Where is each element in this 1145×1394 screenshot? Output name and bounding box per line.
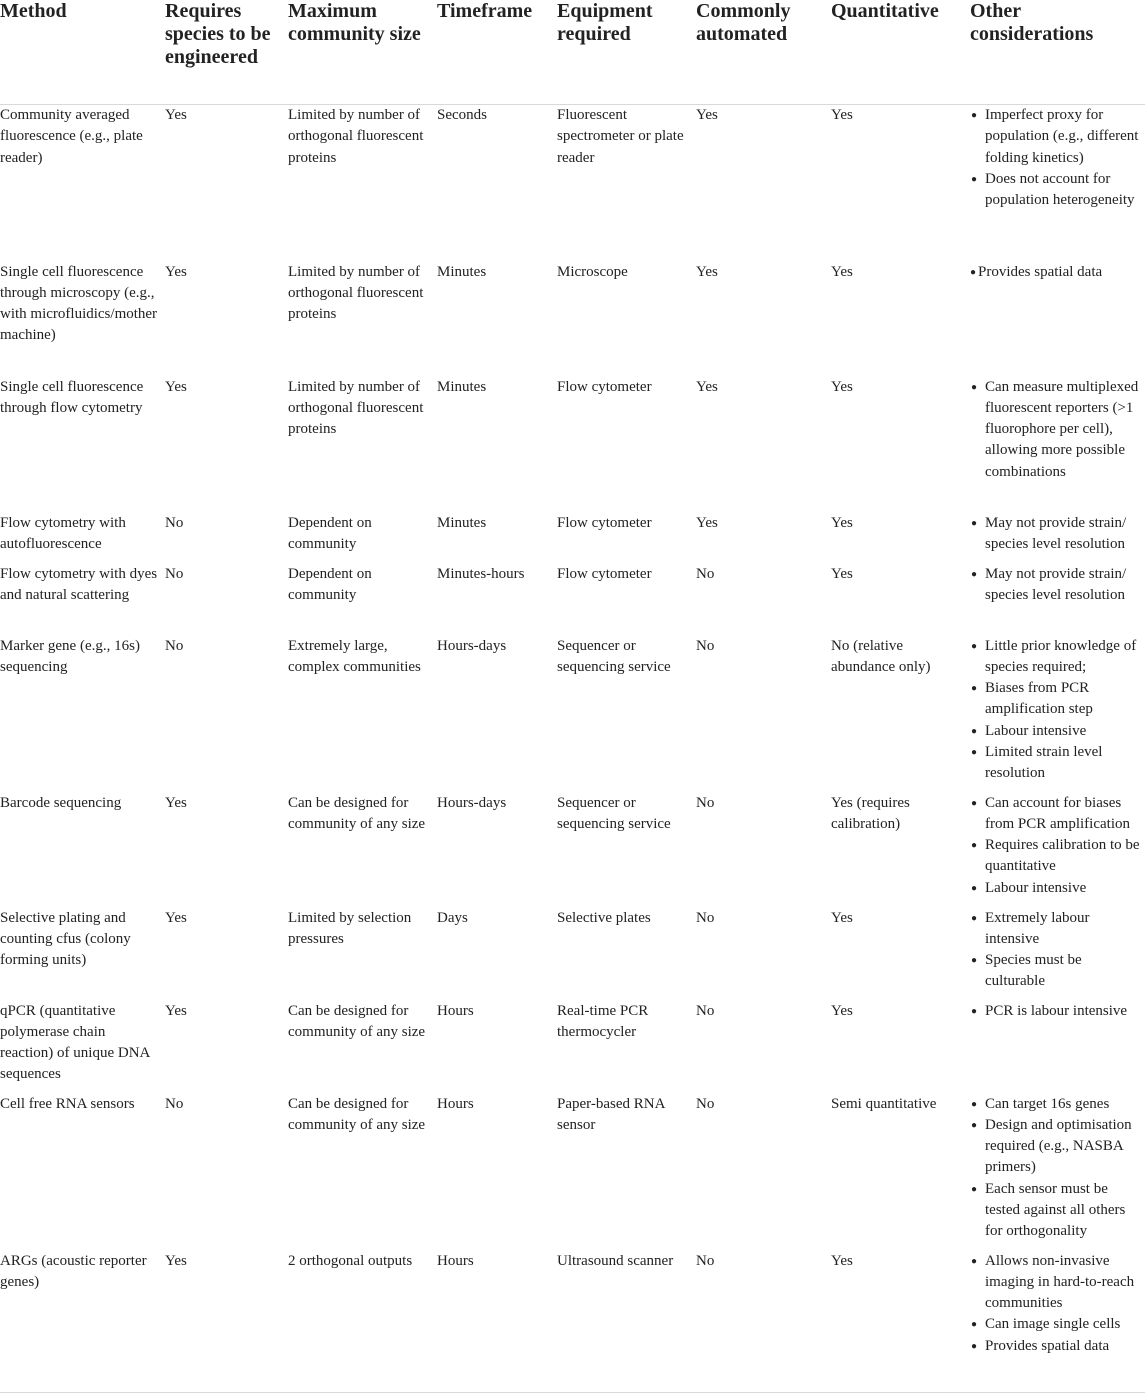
equipment-cell: Selective plates [557,909,651,926]
considerations-list [970,105,1141,211]
consideration-item: ● Can image single cells [970,1314,1141,1335]
engineered-cell: Yes [165,794,187,811]
automated-cell: Yes [696,263,718,280]
size-cell: Can be designed for community of any size [288,1095,426,1133]
consideration-item: ● Provides spatial data [970,262,1141,283]
automated-cell: Yes [696,107,718,123]
considerations-cell [970,513,1145,564]
quantitative-cell: Yes [831,1002,853,1019]
consideration-item: ● Limited strain level resolution [970,742,1141,785]
timeframe-cell: Minutes [437,263,487,280]
engineered-cell: Yes [165,263,187,280]
equipment-cell: Microscope [557,263,628,280]
considerations-list [970,636,1141,785]
size-cell: 2 orthogonal outputs [288,1252,413,1269]
consideration-item: ● Requires calibration to be quantitative [970,835,1141,878]
quantitative-cell: Semi quantitative [831,1095,937,1112]
quantitative-cell: Yes [831,909,853,926]
timeframe-cell: Hours [437,1095,474,1112]
considerations-cell [970,1251,1145,1366]
automated-cell: No [696,1095,715,1112]
size-cell: Limited by selection pressures [288,909,412,947]
table-row [0,1094,1145,1251]
quantitative-cell: Yes [831,378,853,395]
automated-cell: No [696,794,715,811]
table-row [0,636,1145,793]
equipment-cell: Flow cytometer [557,565,652,582]
consideration-item: ● Does not account for population heterogeneity [970,169,1141,212]
consideration-item: ● Labour intensive [970,721,1141,742]
size-cell: Dependent on community [288,514,372,552]
size-cell: Extremely large, complex communities [288,637,421,675]
consideration-item: ● Design and optimisation required (e.g., NASBA primers) [970,1115,1141,1179]
considerations-list [970,908,1141,993]
engineered-cell: Yes [165,378,187,395]
consideration-item: ● Labour intensive [970,878,1141,899]
considerations-cell [970,1094,1145,1251]
table-row [0,1001,1145,1094]
consideration-item: ● Little prior knowledge of species required; [970,636,1141,679]
consideration-item: ● Imperfect proxy for population (e.g., different folding kinetics) [970,105,1141,169]
header-engineered: Requires species to be engineered [165,0,271,68]
table-row [0,1251,1145,1366]
engineered-cell: Yes [165,1002,187,1019]
header-size: Maximum community size [288,0,421,45]
equipment-cell: Flow cytometer [557,514,652,531]
table-row [0,564,1145,636]
automated-cell: Yes [696,378,718,395]
equipment-cell: Sequencer or sequencing service [557,637,671,675]
quantitative-cell: Yes (requires calibration) [831,794,910,832]
considerations-cell [970,793,1145,908]
automated-cell: No [696,565,715,582]
considerations-list [970,513,1141,556]
table-header-row [0,0,1145,105]
method-cell: Marker gene (e.g., 16s) sequencing [0,637,140,675]
method-cell: Selective plating and counting cfus (colony forming units) [0,909,131,969]
method-cell: Flow cytometry with dyes and natural scattering [0,565,158,603]
timeframe-cell: Days [437,909,468,926]
timeframe-cell: Hours-days [437,794,507,811]
timeframe-cell: Minutes-hours [437,565,525,582]
automated-cell: No [696,909,715,926]
header-considerations: Other considerations [970,0,1094,45]
header-automated: Commonly automated [696,0,791,45]
equipment-cell: Sequencer or sequencing service [557,794,671,832]
considerations-list [970,1251,1141,1357]
timeframe-cell: Seconds [437,107,487,123]
engineered-cell: No [165,637,184,654]
considerations-list [970,793,1141,899]
considerations-cell [970,105,1145,262]
engineered-cell: No [165,1095,184,1112]
automated-cell: No [696,637,715,654]
method-cell: Flow cytometry with autofluorescence [0,514,126,552]
table-row [0,793,1145,908]
considerations-cell [970,908,1145,1001]
consideration-item: ● PCR is labour intensive [970,1001,1141,1022]
consideration-item: ● May not provide strain/ species level resolution [970,564,1141,607]
method-cell: Single cell fluorescence through microscopy (e.g., with microfluidics/mother machine) [0,263,158,344]
method-cell: Barcode sequencing [0,794,122,811]
quantitative-cell: Yes [831,514,853,531]
method-cell: qPCR (quantitative polymerase chain reaction) of unique DNA sequences [0,1002,150,1083]
table-row [0,908,1145,1001]
considerations-cell [970,262,1145,377]
timeframe-cell: Hours [437,1002,474,1019]
equipment-cell: Fluorescent spectrometer or plate reader [557,107,684,166]
size-cell: Can be designed for community of any size [288,794,426,832]
considerations-list [970,564,1141,607]
header-quantitative: Quantitative [831,0,939,22]
table-row [0,105,1145,262]
method-cell: Single cell fluorescence through flow cytometry [0,378,144,416]
equipment-cell: Real-time PCR thermocycler [557,1002,649,1040]
engineered-cell: Yes [165,1252,187,1269]
considerations-cell [970,564,1145,636]
considerations-list [970,1094,1141,1243]
consideration-item: ● Extremely labour intensive [970,908,1141,951]
quantitative-cell: Yes [831,1252,853,1269]
consideration-item: ● Provides spatial data [970,1336,1141,1357]
considerations-cell [970,636,1145,793]
consideration-item: ● Can target 16s genes [970,1094,1141,1115]
quantitative-cell: Yes [831,107,853,123]
table-row [0,262,1145,377]
header-timeframe: Timeframe [437,0,533,22]
considerations-cell [970,377,1145,513]
timeframe-cell: Minutes [437,514,487,531]
equipment-cell: Paper-based RNA sensor [557,1095,665,1133]
automated-cell: No [696,1002,715,1019]
size-cell: Limited by number of orthogonal fluorescent proteins [288,107,424,166]
method-cell: ARGs (acoustic reporter genes) [0,1252,147,1290]
consideration-item: ● Allows non-invasive imaging in hard-to-reach communities [970,1251,1141,1315]
considerations-list [970,377,1141,483]
consideration-item: ● Can account for biases from PCR amplification [970,793,1141,836]
timeframe-cell: Hours [437,1252,474,1269]
header-method: Method [0,0,67,22]
automated-cell: No [696,1252,715,1269]
equipment-cell: Flow cytometer [557,378,652,395]
automated-cell: Yes [696,514,718,531]
consideration-item: ● Each sensor must be tested against all others for orthogonality [970,1179,1141,1243]
engineered-cell: Yes [165,909,187,926]
table-row [0,377,1145,513]
size-cell: Dependent on community [288,565,372,603]
timeframe-cell: Minutes [437,378,487,395]
engineered-cell: No [165,565,184,582]
consideration-item: ● Biases from PCR amplification step [970,678,1141,721]
consideration-item: ● Species must be culturable [970,950,1141,993]
considerations-list [970,1001,1141,1022]
engineered-cell: No [165,514,184,531]
header-equipment: Equipment required [557,0,653,45]
size-cell: Limited by number of orthogonal fluorescent proteins [288,378,424,438]
table-row [0,513,1145,564]
considerations-list [970,262,1141,283]
equipment-cell: Ultrasound scanner [557,1252,674,1269]
timeframe-cell: Hours-days [437,637,507,654]
quantitative-cell: No (relative abundance only) [831,637,931,675]
consideration-item: ● May not provide strain/ species level resolution [970,513,1141,556]
quantitative-cell: Yes [831,565,853,582]
table-bottom-rule [0,1392,1145,1393]
consideration-item: ● Can measure multiplexed fluorescent reporters (>1 fluorophore per cell), allowing more possible combinations [970,377,1141,483]
method-cell: Community averaged fluorescence (e.g., plate reader) [0,107,143,166]
size-cell: Can be designed for community of any size [288,1002,426,1040]
method-cell: Cell free RNA sensors [0,1095,135,1112]
size-cell: Limited by number of orthogonal fluorescent proteins [288,263,424,323]
quantitative-cell: Yes [831,263,853,280]
considerations-cell [970,1001,1145,1094]
engineered-cell: Yes [165,107,187,123]
